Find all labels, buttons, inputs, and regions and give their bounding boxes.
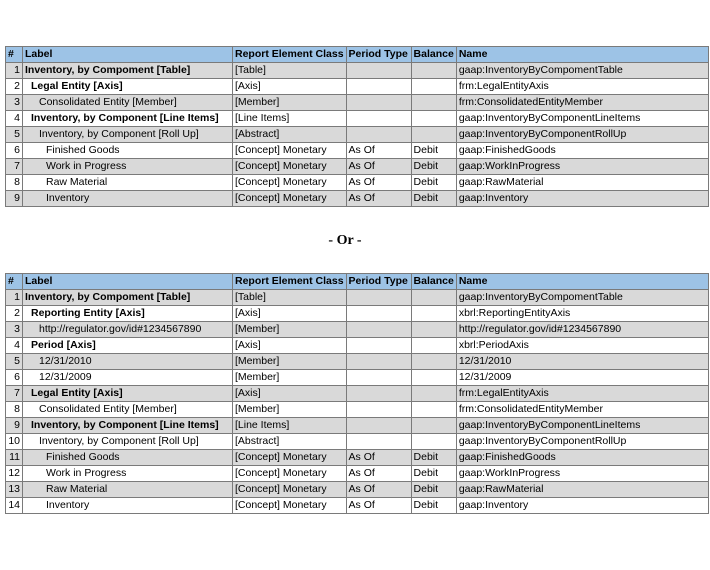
cell-report-element-class: [Concept] Monetary [233,466,347,482]
cell-label: Work in Progress [23,466,233,482]
table-row [6,159,709,175]
cell-label: Finished Goods [23,143,233,159]
cell-label: Legal Entity [Axis] [23,79,233,95]
cell-label: Inventory, by Component [Roll Up] [23,127,233,143]
cell-label: Inventory, by Component [Roll Up] [23,434,233,450]
cell-report-element-class: [Concept] Monetary [233,450,347,466]
cell-number: 8 [6,402,23,418]
table-row [6,322,709,338]
cell-name: xbrl:PeriodAxis [456,338,708,354]
cell-label: Consolidated Entity [Member] [23,402,233,418]
table-body [6,290,709,514]
cell-name: xbrl:ReportingEntityAxis [456,306,708,322]
col-header-name: Name [456,47,708,63]
cell-number: 14 [6,498,23,514]
cell-number: 6 [6,143,23,159]
table-row [6,466,709,482]
cell-name: frm:ConsolidatedEntityMember [456,95,708,111]
cell-number: 1 [6,290,23,306]
cell-number: 11 [6,450,23,466]
cell-report-element-class: [Concept] Monetary [233,191,347,207]
table-row [6,402,709,418]
cell-report-element-class: [Line Items] [233,418,347,434]
or-separator: - Or - [328,233,362,248]
cell-report-element-class: [Concept] Monetary [233,143,347,159]
cell-period-type: As Of [346,143,411,159]
cell-number: 3 [6,95,23,111]
cell-period-type [346,111,411,127]
cell-name: gaap:WorkInProgress [456,159,708,175]
cell-period-type [346,402,411,418]
cell-balance [411,306,456,322]
cell-period-type [346,95,411,111]
cell-name: frm:LegalEntityAxis [456,79,708,95]
table-body [6,63,709,207]
table-row [6,127,709,143]
cell-period-type [346,370,411,386]
cell-period-type: As Of [346,450,411,466]
col-header-period-type: Period Type [346,274,411,290]
cell-name: gaap:InventoryByCompomentTable [456,63,708,79]
cell-number: 9 [6,191,23,207]
cell-report-element-class: [Axis] [233,79,347,95]
cell-number: 2 [6,306,23,322]
table-row [6,434,709,450]
cell-label: Inventory, by Compoment [Table] [23,290,233,306]
cell-number: 13 [6,482,23,498]
cell-name: gaap:Inventory [456,191,708,207]
cell-balance [411,111,456,127]
cell-balance [411,418,456,434]
cell-period-type: As Of [346,159,411,175]
cell-balance [411,402,456,418]
cell-report-element-class: [Member] [233,322,347,338]
cell-report-element-class: [Line Items] [233,111,347,127]
cell-balance [411,354,456,370]
cell-balance [411,290,456,306]
cell-name: http://regulator.gov/id#1234567890 [456,322,708,338]
table-row [6,175,709,191]
cell-period-type [346,127,411,143]
cell-balance [411,322,456,338]
cell-balance [411,79,456,95]
cell-label: Reporting Entity [Axis] [23,306,233,322]
cell-number: 9 [6,418,23,434]
table-row [6,482,709,498]
cell-balance: Debit [411,498,456,514]
cell-label: Work in Progress [23,159,233,175]
cell-name: 12/31/2009 [456,370,708,386]
cell-number: 3 [6,322,23,338]
col-header-balance: Balance [411,274,456,290]
table-row [6,191,709,207]
cell-report-element-class: [Axis] [233,338,347,354]
cell-name: gaap:Inventory [456,498,708,514]
cell-period-type [346,434,411,450]
table-row [6,79,709,95]
cell-period-type: As Of [346,498,411,514]
col-header-report-element-class: Report Element Class [233,274,347,290]
cell-number: 1 [6,63,23,79]
col-header-label: Label [23,274,233,290]
cell-period-type [346,306,411,322]
cell-number: 2 [6,79,23,95]
cell-number: 10 [6,434,23,450]
cell-report-element-class: [Axis] [233,306,347,322]
col-header-number: # [6,274,23,290]
cell-label: Consolidated Entity [Member] [23,95,233,111]
cell-number: 5 [6,127,23,143]
cell-balance: Debit [411,159,456,175]
cell-report-element-class: [Member] [233,370,347,386]
cell-label: 12/31/2009 [23,370,233,386]
cell-report-element-class: [Member] [233,95,347,111]
cell-report-element-class: [Concept] Monetary [233,159,347,175]
cell-balance [411,127,456,143]
cell-label: Inventory, by Component [Line Items] [23,111,233,127]
table-row [6,338,709,354]
cell-name: frm:LegalEntityAxis [456,386,708,402]
cell-label: Inventory, by Component [Line Items] [23,418,233,434]
cell-name: 12/31/2010 [456,354,708,370]
cell-label: Inventory [23,191,233,207]
cell-name: gaap:FinishedGoods [456,143,708,159]
col-header-report-element-class: Report Element Class [233,47,347,63]
cell-number: 7 [6,159,23,175]
cell-balance: Debit [411,175,456,191]
cell-number: 5 [6,354,23,370]
table-row [6,95,709,111]
cell-balance: Debit [411,466,456,482]
cell-period-type [346,386,411,402]
col-header-balance: Balance [411,47,456,63]
cell-period-type: As Of [346,482,411,498]
cell-report-element-class: [Table] [233,290,347,306]
cell-balance [411,434,456,450]
cell-balance [411,386,456,402]
cell-name: gaap:InventoryByComponentRollUp [456,127,708,143]
table-presentation-simple [5,46,709,207]
cell-name: gaap:InventoryByComponentRollUp [456,434,708,450]
table-row [6,450,709,466]
cell-label: Raw Material [23,175,233,191]
cell-report-element-class: [Concept] Monetary [233,482,347,498]
cell-report-element-class: [Axis] [233,386,347,402]
cell-period-type: As Of [346,191,411,207]
cell-name: gaap:InventoryByComponentLineItems [456,418,708,434]
cell-label: Period [Axis] [23,338,233,354]
cell-name: gaap:RawMaterial [456,482,708,498]
cell-balance: Debit [411,482,456,498]
col-header-period-type: Period Type [346,47,411,63]
cell-period-type [346,322,411,338]
cell-balance: Debit [411,450,456,466]
cell-number: 8 [6,175,23,191]
cell-period-type: As Of [346,175,411,191]
cell-period-type [346,290,411,306]
cell-report-element-class: [Concept] Monetary [233,175,347,191]
cell-number: 6 [6,370,23,386]
col-header-name: Name [456,274,708,290]
cell-label: http://regulator.gov/id#1234567890 [23,322,233,338]
table-row [6,143,709,159]
cell-label: Inventory, by Compoment [Table] [23,63,233,79]
table-row [6,306,709,322]
cell-number: 4 [6,111,23,127]
cell-report-element-class: [Table] [233,63,347,79]
cell-balance [411,63,456,79]
cell-balance: Debit [411,143,456,159]
cell-name: gaap:RawMaterial [456,175,708,191]
table-row [6,418,709,434]
cell-label: 12/31/2010 [23,354,233,370]
cell-name: gaap:InventoryByComponentLineItems [456,111,708,127]
cell-label: Finished Goods [23,450,233,466]
cell-number: 4 [6,338,23,354]
cell-name: gaap:WorkInProgress [456,466,708,482]
cell-report-element-class: [Abstract] [233,127,347,143]
cell-period-type: As Of [346,466,411,482]
cell-label: Legal Entity [Axis] [23,386,233,402]
cell-label: Raw Material [23,482,233,498]
cell-period-type [346,79,411,95]
cell-label: Inventory [23,498,233,514]
cell-name: gaap:InventoryByCompomentTable [456,290,708,306]
col-header-number: # [6,47,23,63]
table-row [6,370,709,386]
table-header-row [6,47,709,63]
table-row [6,111,709,127]
cell-balance [411,338,456,354]
cell-name: frm:ConsolidatedEntityMember [456,402,708,418]
table-row [6,354,709,370]
col-header-label: Label [23,47,233,63]
cell-report-element-class: [Member] [233,402,347,418]
cell-balance [411,95,456,111]
cell-period-type [346,338,411,354]
cell-number: 7 [6,386,23,402]
table-presentation-with-context [5,273,709,514]
cell-number: 12 [6,466,23,482]
cell-period-type [346,354,411,370]
table-header-row [6,274,709,290]
cell-period-type [346,418,411,434]
cell-balance [411,370,456,386]
cell-report-element-class: [Concept] Monetary [233,498,347,514]
cell-report-element-class: [Abstract] [233,434,347,450]
table-row [6,498,709,514]
cell-report-element-class: [Member] [233,354,347,370]
table-row [6,386,709,402]
table-row [6,63,709,79]
cell-name: gaap:FinishedGoods [456,450,708,466]
cell-balance: Debit [411,191,456,207]
table-row [6,290,709,306]
cell-period-type [346,63,411,79]
